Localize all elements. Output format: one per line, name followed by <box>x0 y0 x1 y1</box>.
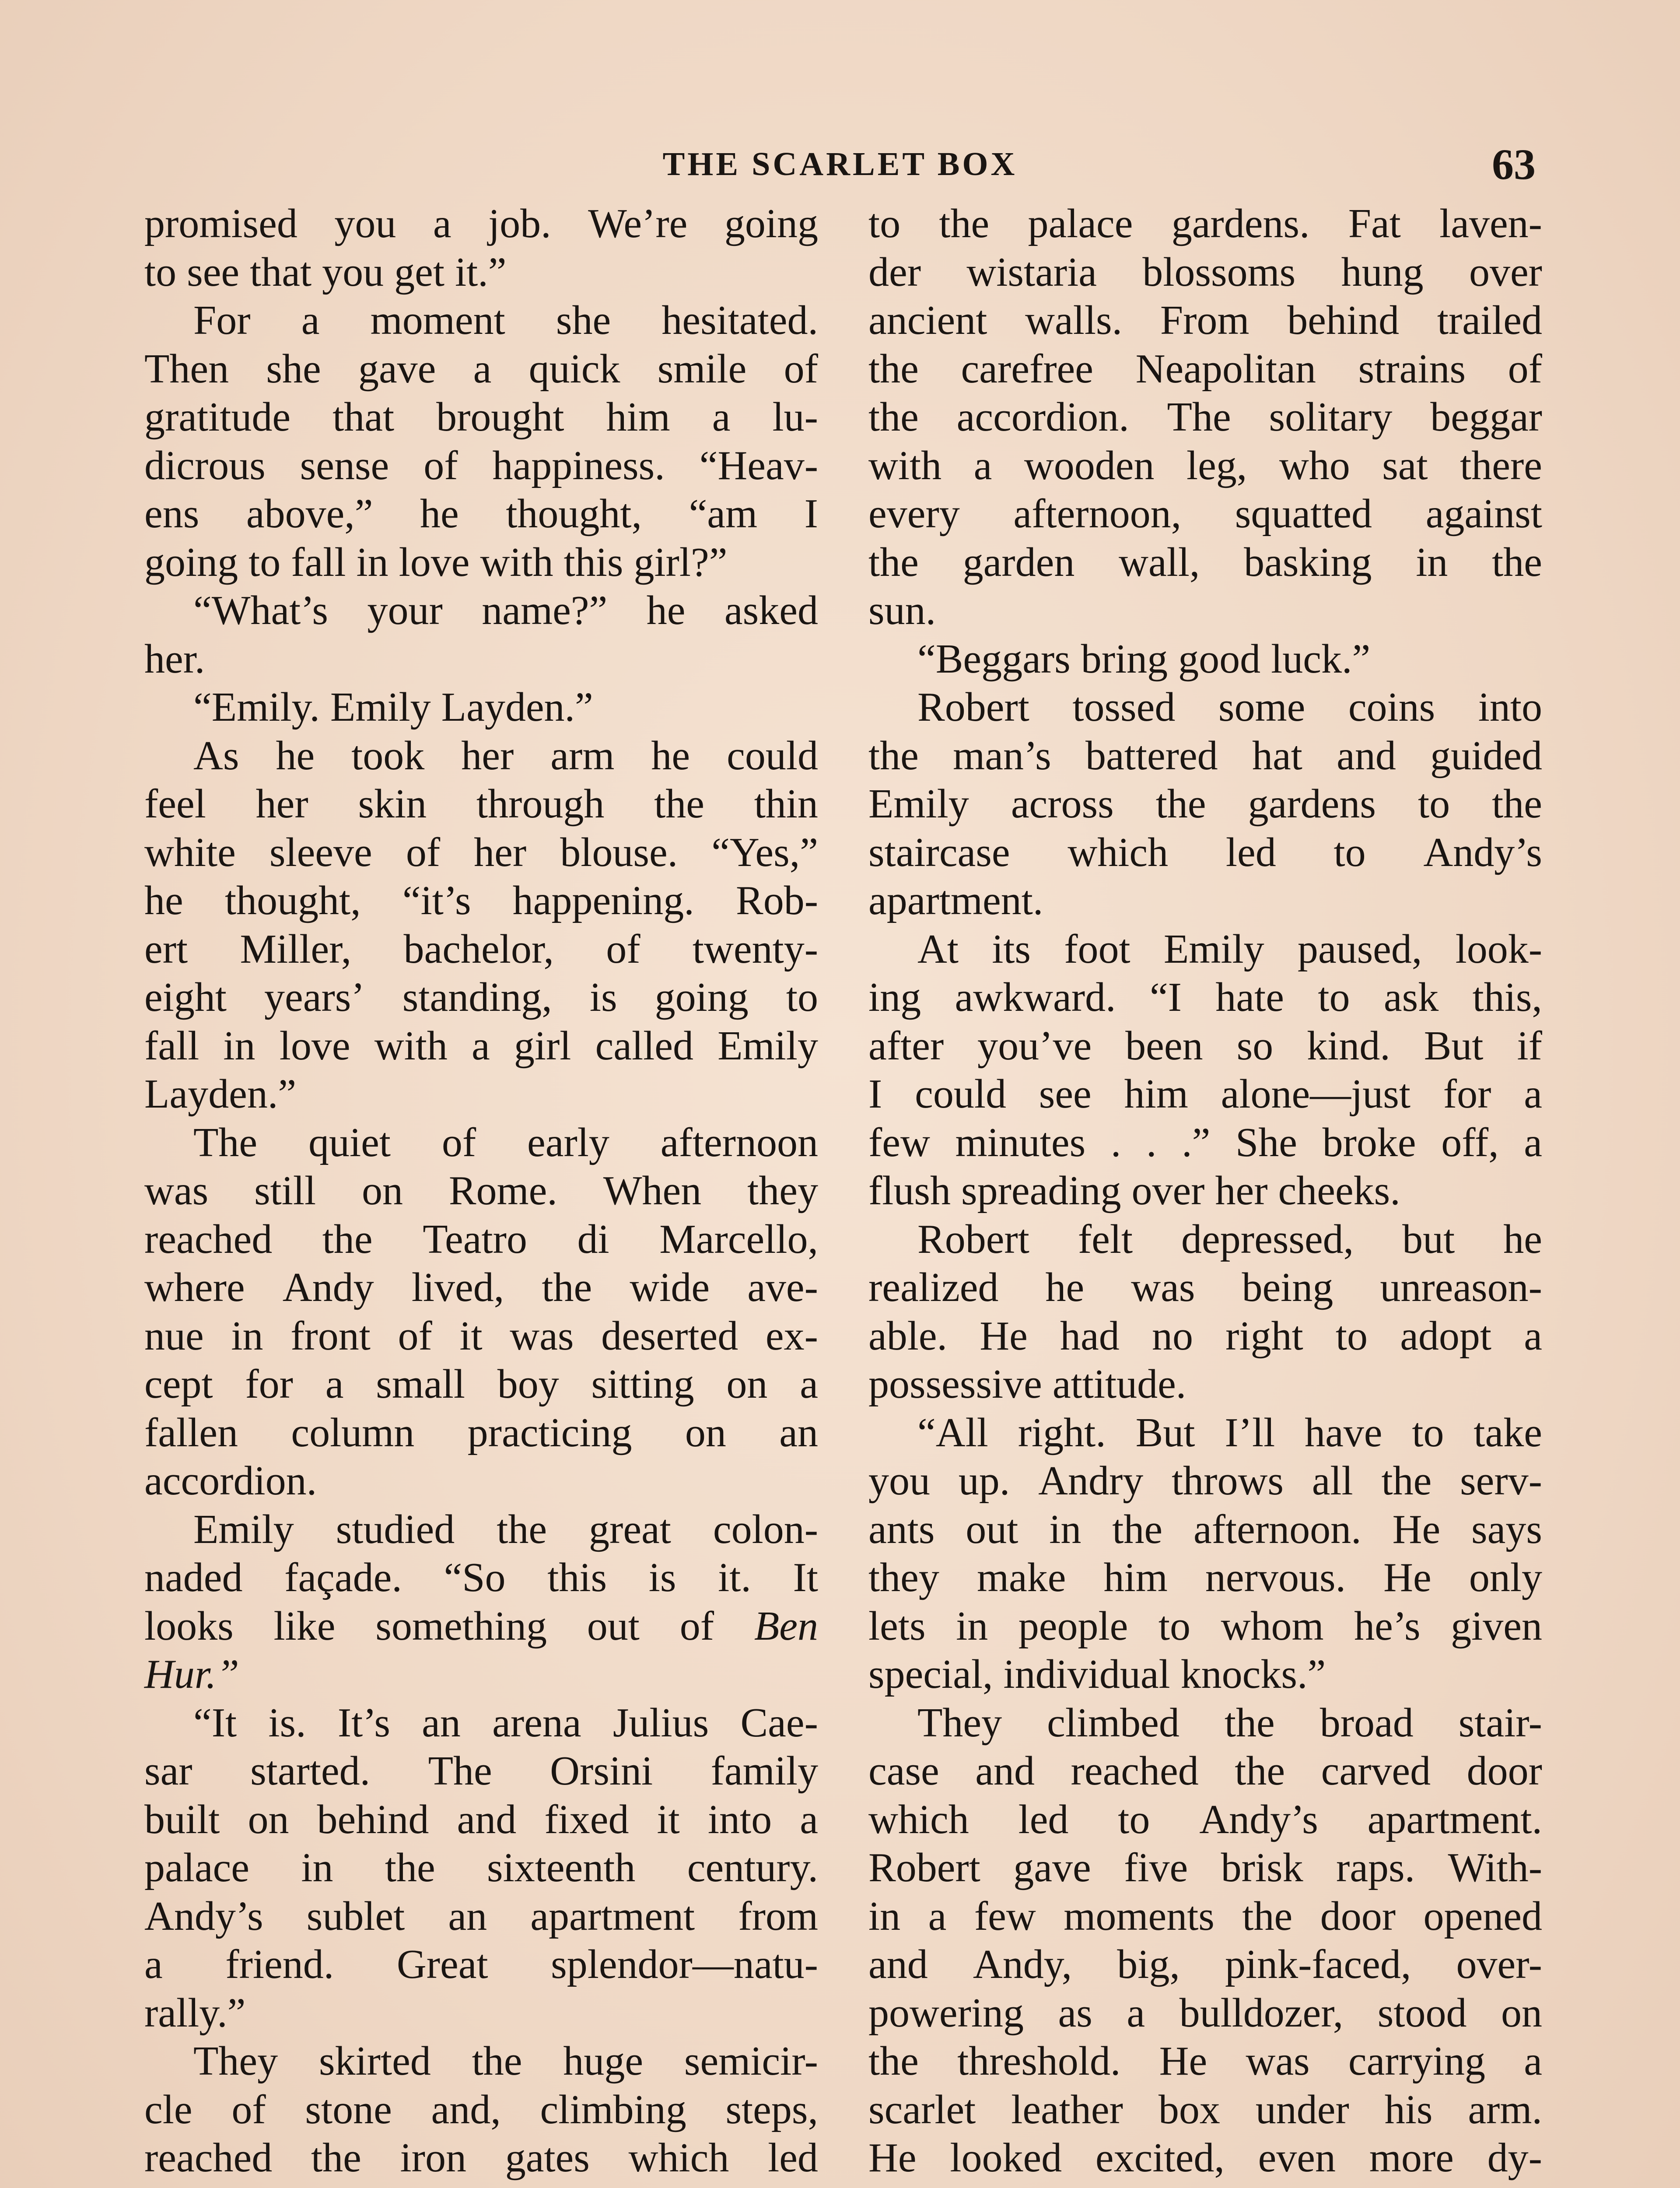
text-line: which led to Andy’s apartment. <box>868 1796 1542 1842</box>
text-line: staircase which led to Andy’s <box>868 829 1542 875</box>
text-line: “It is. It’s an arena Julius Cae- <box>193 1700 818 1746</box>
text-line: cept for a small boy sitting on a <box>144 1361 818 1407</box>
text-line: ert Miller, bachelor, of twenty- <box>144 926 818 972</box>
text-line: “What’s your name?” he asked <box>193 588 818 633</box>
running-head <box>144 139 1536 192</box>
text-line: They skirted the huge semicir- <box>193 2038 818 2084</box>
text-line: lets in people to whom he’s given <box>868 1603 1542 1649</box>
text-line: they make him nervous. He only <box>868 1555 1542 1600</box>
text-line: reached the iron gates which led <box>144 2135 818 2181</box>
text-line: realized he was being unreason- <box>868 1265 1542 1310</box>
text-line: the man’s battered hat and guided <box>868 733 1542 778</box>
text-line: ens above,” he thought, “am I <box>144 491 818 536</box>
text-line: Robert gave five brisk raps. With- <box>868 1845 1542 1890</box>
text-line: going to fall in love with this girl?” <box>144 539 728 585</box>
text-line: naded façade. “So this is it. It <box>144 1555 818 1600</box>
text-line: rally.” <box>144 1990 246 2036</box>
text-line: with a wooden leg, who sat there <box>868 442 1542 488</box>
text-line: cle of stone and, climbing steps, <box>144 2086 818 2132</box>
text-line: he thought, “it’s happening. Rob- <box>144 878 818 923</box>
text-line: At its foot Emily paused, look- <box>917 926 1542 972</box>
text-line: where Andy lived, the wide ave- <box>144 1265 818 1310</box>
text-line: able. He had no right to adopt a <box>868 1313 1542 1359</box>
text-line: Then she gave a quick smile of <box>144 346 818 392</box>
text-line: “All right. But I’ll have to take <box>917 1410 1542 1455</box>
text-line: ing awkward. “I hate to ask this, <box>868 975 1542 1020</box>
text-line: He looked excited, even more dy- <box>868 2135 1542 2181</box>
text-line: the threshold. He was carrying a <box>868 2038 1542 2084</box>
text-line: As he took her arm he could <box>193 733 818 778</box>
text-line: her. <box>144 636 205 682</box>
text-line: to see that you get it.” <box>144 249 507 295</box>
text-line: case and reached the carved door <box>868 1748 1542 1794</box>
text-line: few minutes . . .” She broke off, a <box>868 1119 1542 1165</box>
text-line: apartment. <box>868 878 1043 923</box>
text-line: was still on Rome. When they <box>144 1168 818 1213</box>
text-line: in a few moments the door opened <box>868 1893 1542 1939</box>
text-line: dicrous sense of happiness. “Heav- <box>144 442 818 488</box>
page-number: 63 <box>1492 140 1536 189</box>
text-line: every afternoon, squatted against <box>868 491 1542 536</box>
text-line: you up. Andry throws all the serv- <box>868 1458 1542 1504</box>
text-line: scarlet leather box under his arm. <box>868 2086 1542 2132</box>
text-line: the carefree Neapolitan strains of <box>868 346 1542 392</box>
text-line: Emily studied the great colon- <box>193 1506 818 1552</box>
text-line: I could see him alone—just for a <box>868 1071 1542 1117</box>
text-line: white sleeve of her blouse. “Yes,” <box>144 829 818 875</box>
running-title: THE SCARLET BOX <box>662 146 1018 182</box>
text-line: looks like something out of Ben <box>144 1603 818 1649</box>
text-line: Layden.” <box>144 1071 297 1117</box>
text-line: gratitude that brought him a lu- <box>144 394 818 440</box>
text-line: after you’ve been so kind. But if <box>868 1023 1542 1069</box>
text-line: palace in the sixteenth century. <box>144 1845 818 1890</box>
text-line: accordion. <box>144 1458 317 1504</box>
text-line: promised you a job. We’re going <box>144 201 818 246</box>
text-line: Hur.” <box>144 1652 239 1697</box>
text-line: feel her skin through the thin <box>144 781 818 827</box>
text-line: The quiet of early afternoon <box>193 1119 818 1165</box>
text-line: built on behind and fixed it into a <box>144 1796 818 1842</box>
text-line: For a moment she hesitated. <box>193 298 818 343</box>
text-line: der wistaria blossoms hung over <box>868 249 1542 295</box>
text-line: the garden wall, basking in the <box>868 539 1542 585</box>
text-line: ancient walls. From behind trailed <box>868 298 1542 343</box>
text-line: fall in love with a girl called Emily <box>144 1023 818 1069</box>
text-line: powering as a bulldozer, stood on <box>868 1990 1542 2036</box>
text-line: Emily across the gardens to the <box>868 781 1542 827</box>
text-line: “Emily. Emily Layden.” <box>193 684 593 730</box>
text-column-right <box>868 200 1542 2182</box>
text-line: to the palace gardens. Fat laven- <box>868 201 1542 246</box>
text-line: fallen column practicing on an <box>144 1410 818 1455</box>
text-line: and Andy, big, pink-faced, over- <box>868 1942 1542 1987</box>
text-line: flush spreading over her cheeks. <box>868 1168 1400 1213</box>
text-line: Robert tossed some coins into <box>917 684 1542 730</box>
text-line: the accordion. The solitary beggar <box>868 394 1542 440</box>
text-line: Andy’s sublet an apartment from <box>144 1893 818 1939</box>
text-line: They climbed the broad stair- <box>917 1700 1542 1746</box>
text-line: possessive attitude. <box>868 1361 1186 1407</box>
text-line: nue in front of it was deserted ex- <box>144 1313 818 1359</box>
text-line: a friend. Great splendor—natu- <box>144 1942 818 1987</box>
text-line: “Beggars bring good luck.” <box>917 636 1371 682</box>
text-line: sun. <box>868 588 936 633</box>
text-line: ants out in the afternoon. He says <box>868 1506 1542 1552</box>
text-line: Robert felt depressed, but he <box>917 1216 1542 1262</box>
text-line: eight years’ standing, is going to <box>144 975 818 1020</box>
text-line: sar started. The Orsini family <box>144 1748 818 1794</box>
text-line: special, individual knocks.” <box>868 1652 1326 1697</box>
text-line: reached the Teatro di Marcello, <box>144 1216 818 1262</box>
text-column-left <box>144 200 818 2182</box>
